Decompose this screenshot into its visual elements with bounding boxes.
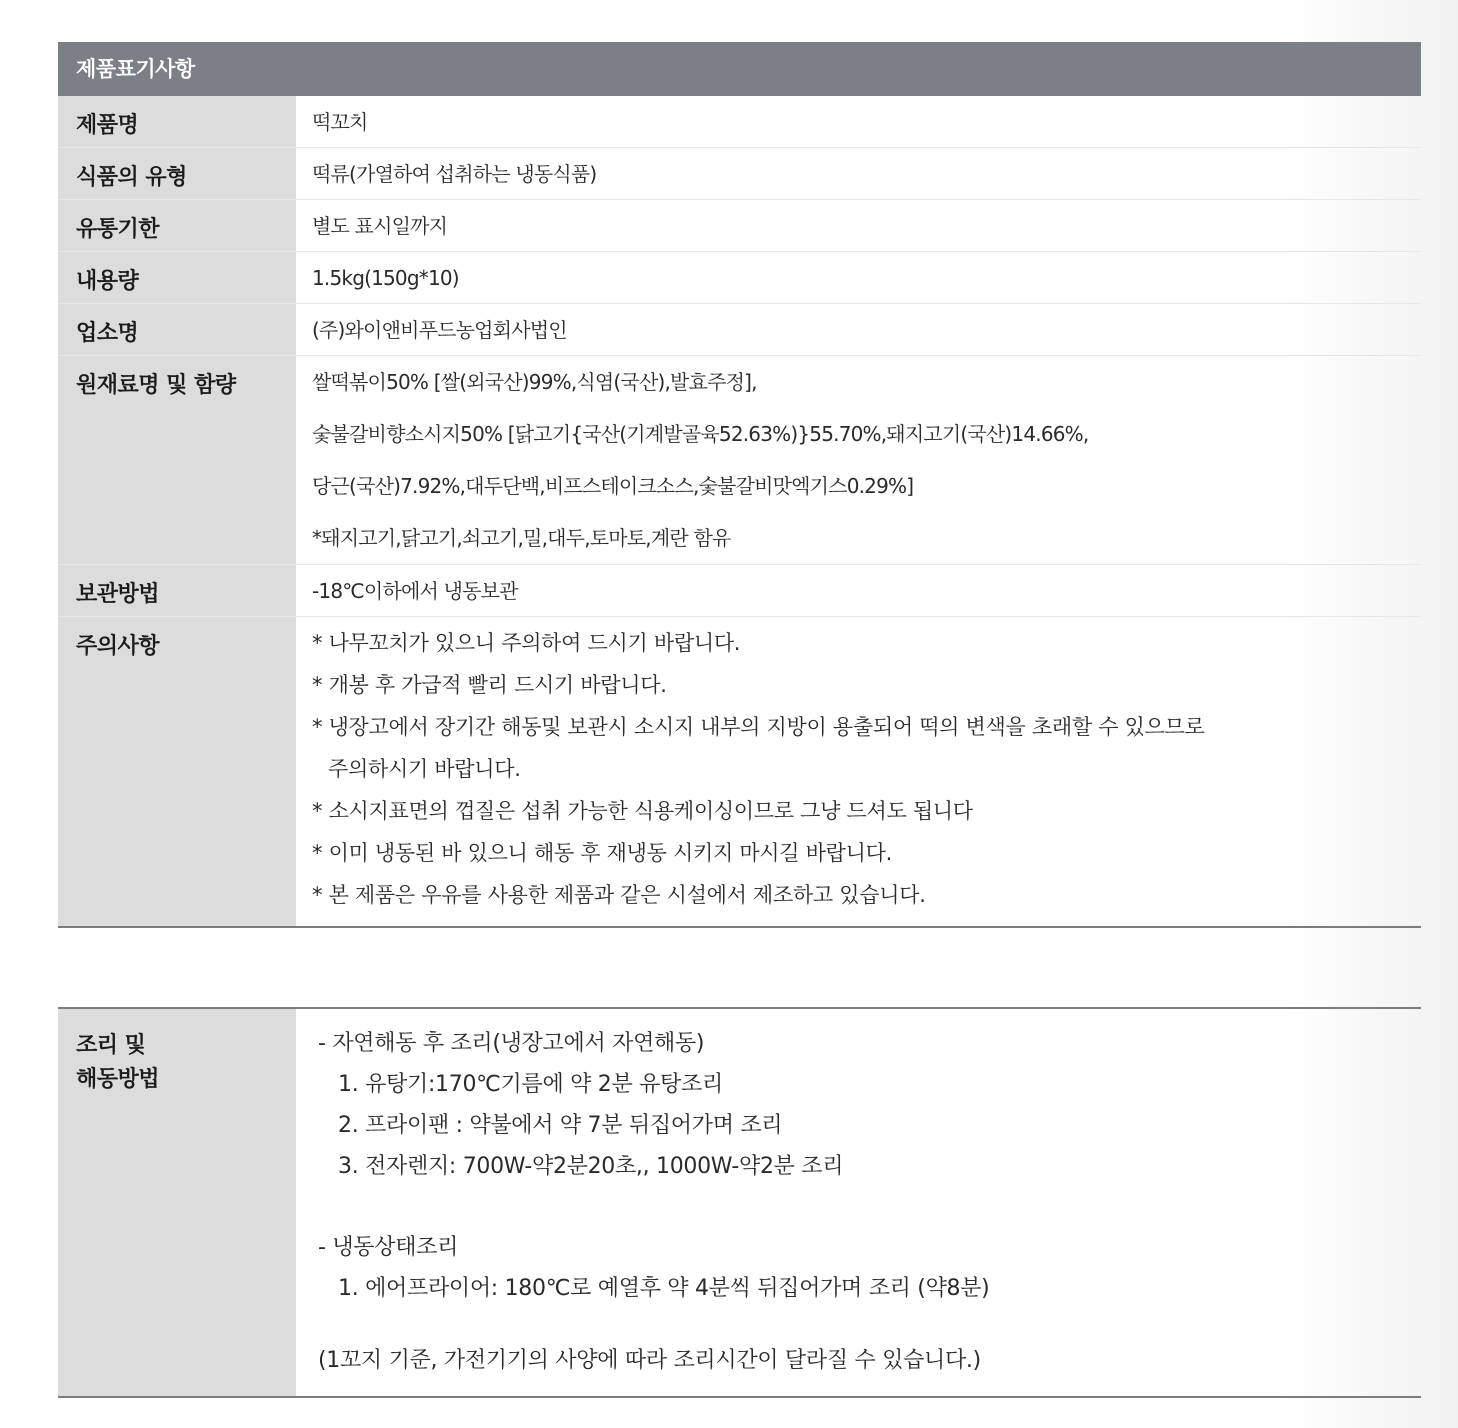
ingredient-line: 당근(국산)7.92%,대두단백,비프스테이크소스,숯불갈비맛엑기스0.29%]: [312, 474, 914, 498]
row-key: 내용량: [58, 252, 296, 303]
caution-line: * 나무꼬치가 있으니 주의하여 드시기 바랍니다.: [312, 631, 741, 655]
cooking-key-line: 조리 및: [76, 1033, 146, 1058]
cooking-footnote: (1꼬지 기준, 가전기기의 사양에 따라 조리시간이 달라질 수 있습니다.): [318, 1348, 981, 1373]
row-expiry: [58, 200, 1421, 252]
cooking-key: [58, 1009, 296, 1396]
caution-line: * 냉장고에서 장기간 해동및 보관시 소시지 내부의 지방이 용출되어 떡의 변색을 초래할 수 있으므로: [312, 715, 1205, 739]
cooking-method-table: [58, 1007, 1421, 1398]
ingredient-line: 숯불갈비향소시지50% [닭고기{국산(기계발골육52.63%)}55.70%,돼지고기(국산)14.66%,: [312, 422, 1089, 446]
label-table-header: 제품표기사항: [58, 42, 1421, 96]
row-value: 떡류(가열하여 섭취하는 냉동식품): [312, 162, 597, 186]
ingredient-line: 쌀떡볶이50% [쌀(외국산)99%,식염(국산),발효주정],: [312, 370, 757, 394]
row-net-content: [58, 252, 1421, 304]
row-key: 식품의 유형: [58, 148, 296, 199]
row-key: 업소명: [58, 304, 296, 355]
frozen-title: - 냉동상태조리: [318, 1235, 459, 1260]
row-food-type: [58, 148, 1421, 200]
row-storage: [58, 565, 1421, 617]
thaw-step: 3. 전자렌지: 700W-약2분20초,, 1000W-약2분 조리: [338, 1154, 844, 1179]
row-ingredients: [58, 356, 1421, 565]
row-key: 유통기한: [58, 200, 296, 251]
cooking-value: [296, 1009, 1421, 1396]
thaw-step: 1. 유탕기:170℃기름에 약 2분 유탕조리: [338, 1072, 723, 1097]
row-key: 보관방법: [58, 565, 296, 616]
frozen-step: 1. 에어프라이어: 180℃로 예열후 약 4분씩 뒤집어가며 조리 (약8분): [338, 1276, 990, 1301]
row-key: 제품명: [58, 96, 296, 147]
spacer: [318, 1309, 1421, 1340]
row-caution: [58, 617, 1421, 928]
row-company: [58, 304, 1421, 356]
caution-line: * 이미 냉동된 바 있으니 해동 후 재냉동 시키지 마시길 바랍니다.: [312, 841, 892, 865]
product-label-table: [58, 42, 1421, 928]
spacer: [318, 1187, 1421, 1227]
ingredients-value: [296, 356, 1421, 564]
caution-line: * 개봉 후 가급적 빨리 드시기 바랍니다.: [312, 673, 667, 697]
row-value: -18℃이하에서 냉동보관: [312, 579, 518, 603]
cooking-key-line: 해동방법: [76, 1067, 160, 1092]
row-value: (주)와이앤비푸드농업회사법인: [312, 318, 567, 342]
row-product-name: [58, 96, 1421, 148]
caution-line: * 소시지표면의 껍질은 섭취 가능한 식용케이싱이므로 그냥 드셔도 됩니다: [312, 799, 973, 823]
row-value: 1.5kg(150g*10): [312, 266, 459, 290]
ingredient-line: *돼지고기,닭고기,쇠고기,밀,대두,토마토,계란 함유: [312, 526, 731, 550]
caution-line: 주의하시기 바랍니다.: [328, 757, 521, 781]
row-value: 떡꼬치: [312, 110, 368, 134]
thaw-step: 2. 프라이팬 : 약불에서 약 7분 뒤집어가며 조리: [338, 1113, 783, 1138]
row-value: 별도 표시일까지: [312, 214, 448, 238]
row-key: 원재료명 및 함량: [58, 356, 296, 564]
thaw-title: - 자연해동 후 조리(냉장고에서 자연해동): [318, 1031, 705, 1056]
caution-line: * 본 제품은 우유를 사용한 제품과 같은 시설에서 제조하고 있습니다.: [312, 883, 926, 907]
caution-value: [296, 617, 1421, 926]
row-key: 주의사항: [58, 617, 296, 926]
